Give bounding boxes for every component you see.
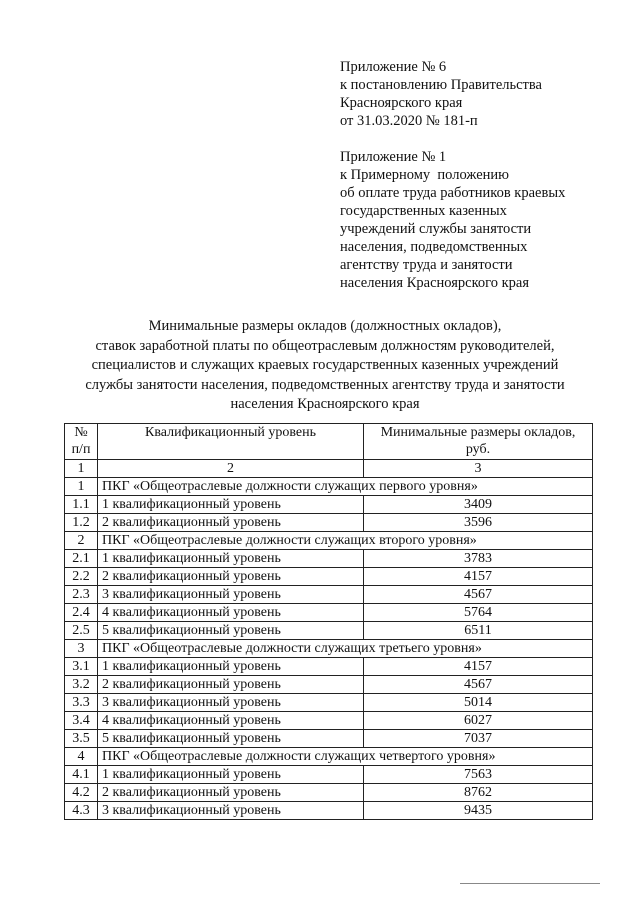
appendix-line: государственных казенных <box>340 203 507 219</box>
page-edge-line <box>460 883 600 884</box>
appendix-header <box>340 58 630 292</box>
salary-value: 4157 <box>364 658 593 676</box>
level-label: 5 квалификационный уровень <box>98 730 364 748</box>
row-number: 2.2 <box>65 568 98 586</box>
row-number: 4.2 <box>65 784 98 802</box>
table-row <box>65 622 593 640</box>
table-row <box>65 676 593 694</box>
level-label: 2 квалификационный уровень <box>98 676 364 694</box>
title-line: населения Красноярского края <box>230 396 420 412</box>
index-cell: 2 <box>98 460 364 478</box>
title-line: Минимальные размеры окладов (должностных окладов), <box>148 318 502 334</box>
group-title: ПКГ «Общеотраслевые должности служащих второго уровня» <box>98 532 593 550</box>
appendix-line: к Примерному положению <box>340 167 509 183</box>
salary-value: 3596 <box>364 514 593 532</box>
table-row <box>65 802 593 820</box>
level-label: 1 квалификационный уровень <box>98 658 364 676</box>
salary-value: 6027 <box>364 712 593 730</box>
salary-value: 6511 <box>364 622 593 640</box>
spacer <box>340 130 630 148</box>
table-row <box>65 514 593 532</box>
level-label: 1 квалификационный уровень <box>98 496 364 514</box>
salary-value: 3783 <box>364 550 593 568</box>
table-row <box>65 784 593 802</box>
row-number: 1 <box>65 478 98 496</box>
row-number: 3.4 <box>65 712 98 730</box>
title-line: ставок заработной платы по общеотраслевым должностям руководителей, <box>95 337 555 354</box>
appendix-line: Приложение № 1 <box>340 149 447 165</box>
header-number: № п/п <box>65 424 98 460</box>
appendix-line: населения Красноярского края <box>340 275 530 291</box>
level-label: 4 квалификационный уровень <box>98 712 364 730</box>
row-number: 2.3 <box>65 586 98 604</box>
appendix-line: агентству труда и занятости <box>340 257 513 273</box>
appendix-line: об оплате труда работников краевых <box>340 185 566 201</box>
salary-value: 3409 <box>364 496 593 514</box>
row-number: 2.5 <box>65 622 98 640</box>
level-label: 1 квалификационный уровень <box>98 550 364 568</box>
level-label: 2 квалификационный уровень <box>98 568 364 586</box>
table-row <box>65 658 593 676</box>
group-title: ПКГ «Общеотраслевые должности служащих третьего уровня» <box>98 640 593 658</box>
table-row <box>65 568 593 586</box>
document-title <box>40 317 610 415</box>
row-number: 1.1 <box>65 496 98 514</box>
level-label: 3 квалификационный уровень <box>98 802 364 820</box>
group-title: ПКГ «Общеотраслевые должности служащих первого уровня» <box>98 478 593 496</box>
salary-value: 5764 <box>364 604 593 622</box>
table-row <box>65 550 593 568</box>
appendix-line: Приложение № 6 <box>340 59 447 75</box>
title-line: специалистов и служащих краевых государственных казенных учреждений <box>91 357 559 373</box>
salary-table <box>64 423 593 820</box>
salary-value: 4567 <box>364 676 593 694</box>
table-index-row <box>65 460 593 478</box>
row-number: 3.5 <box>65 730 98 748</box>
level-label: 3 квалификационный уровень <box>98 694 364 712</box>
salary-value: 7037 <box>364 730 593 748</box>
group-row <box>65 532 593 550</box>
level-label: 4 квалификационный уровень <box>98 604 364 622</box>
table-row <box>65 766 593 784</box>
salary-value: 7563 <box>364 766 593 784</box>
row-number: 3.2 <box>65 676 98 694</box>
level-label: 1 квалификационный уровень <box>98 766 364 784</box>
row-number: 3.1 <box>65 658 98 676</box>
group-row <box>65 748 593 766</box>
row-number: 4 <box>65 748 98 766</box>
row-number: 2 <box>65 532 98 550</box>
appendix-line: к постановлению Правительства <box>340 77 542 93</box>
row-number: 2.4 <box>65 604 98 622</box>
table-row <box>65 586 593 604</box>
table-row <box>65 730 593 748</box>
table-row <box>65 496 593 514</box>
table-row <box>65 694 593 712</box>
level-label: 2 квалификационный уровень <box>98 514 364 532</box>
appendix-line: Красноярского края <box>340 95 463 111</box>
appendix-line: от 31.03.2020 № 181-п <box>340 113 478 129</box>
level-label: 2 квалификационный уровень <box>98 784 364 802</box>
row-number: 1.2 <box>65 514 98 532</box>
salary-value: 8762 <box>364 784 593 802</box>
salary-value: 9435 <box>364 802 593 820</box>
group-title: ПКГ «Общеотраслевые должности служащих четвертого уровня» <box>98 748 593 766</box>
row-number: 4.3 <box>65 802 98 820</box>
table-row <box>65 604 593 622</box>
title-line: службы занятости населения, подведомственных агентству труда и занятости <box>85 376 565 393</box>
table-row <box>65 712 593 730</box>
index-cell: 1 <box>65 460 98 478</box>
group-row <box>65 478 593 496</box>
salary-value: 5014 <box>364 694 593 712</box>
salary-value: 4567 <box>364 586 593 604</box>
row-number: 3 <box>65 640 98 658</box>
row-number: 3.3 <box>65 694 98 712</box>
header-salary: Минимальные размеры окладов, руб. <box>364 424 593 460</box>
level-label: 3 квалификационный уровень <box>98 586 364 604</box>
level-label: 5 квалификационный уровень <box>98 622 364 640</box>
row-number: 2.1 <box>65 550 98 568</box>
row-number: 4.1 <box>65 766 98 784</box>
group-row <box>65 640 593 658</box>
header-level: Квалификационный уровень <box>98 424 364 460</box>
index-cell: 3 <box>364 460 593 478</box>
appendix-line: населения, подведомственных <box>340 239 528 255</box>
table-header-row <box>65 424 593 460</box>
salary-value: 4157 <box>364 568 593 586</box>
appendix-line: учреждений службы занятости <box>340 221 532 237</box>
